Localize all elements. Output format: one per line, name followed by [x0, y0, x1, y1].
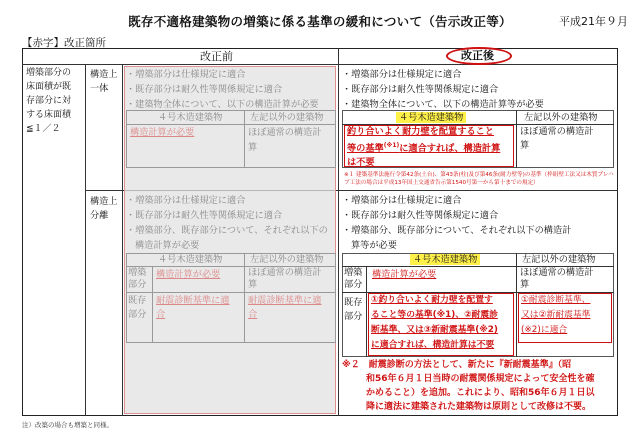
header-before: 改正前 — [200, 50, 233, 63]
category-separated: 構造上 分離 — [90, 196, 118, 221]
before-bottom-bullets: ・増築部分は仕様規定に適合 ・既存部分は耐久性等関係規定に適合 ・増築部分、既存部分について、それぞれ以下の 構造計算が必要 — [126, 195, 328, 251]
page-title: 既存不適格建築物の増築に係る基準の緩和について（告示改正等） — [128, 14, 512, 29]
note-2: ※２ 耐震診断の方法として、新たに『新耐震基準』（昭 和56年６月１日当時の耐震関係規定によって安全性を確 かめること）を追加。これにより、昭和56年６月１日以 降に適法に建築された建築物は原則として改修は不要。 — [342, 360, 595, 412]
row-label: 増築部分の 床面積が既 存部分に対 する床面積 ≦１／２ — [26, 68, 72, 134]
footnote: 注）改築の場合も増築と同様。 — [22, 421, 113, 429]
after-top-bullets: ・増築部分は仕様規定に適合 ・既存部分は耐久性等関係規定に適合 ・建築物全体について、以下の構造計算等が必要 — [342, 69, 544, 110]
date-label: 平成21年９月 — [559, 15, 628, 28]
note-1: ※１ 建築基準法施行令第42条(土台)、第43条(柱)及び第46条(耐力壁等)の基準（枠組壁工法又は木質プレハブ工法の場合は平成13年国土交通省告示第1540号第一から第十までの規定） — [344, 172, 614, 186]
before-top-bullets: ・増築部分は仕様規定に適合 ・既存部分は耐久性等関係規定に適合 ・建築物全体について、以下の構造計算が必要 — [126, 69, 319, 110]
category-integrated: 構造上 一体 — [90, 69, 118, 94]
red-legend: 【赤字】改正箇所 — [22, 37, 106, 49]
after-bottom-bullets: ・増築部分は仕様規定に適合 ・既存部分は耐久性等関係規定に適合 ・増築部分、既存部分について、それぞれ以下の構造計 算等が必要 — [342, 195, 572, 251]
